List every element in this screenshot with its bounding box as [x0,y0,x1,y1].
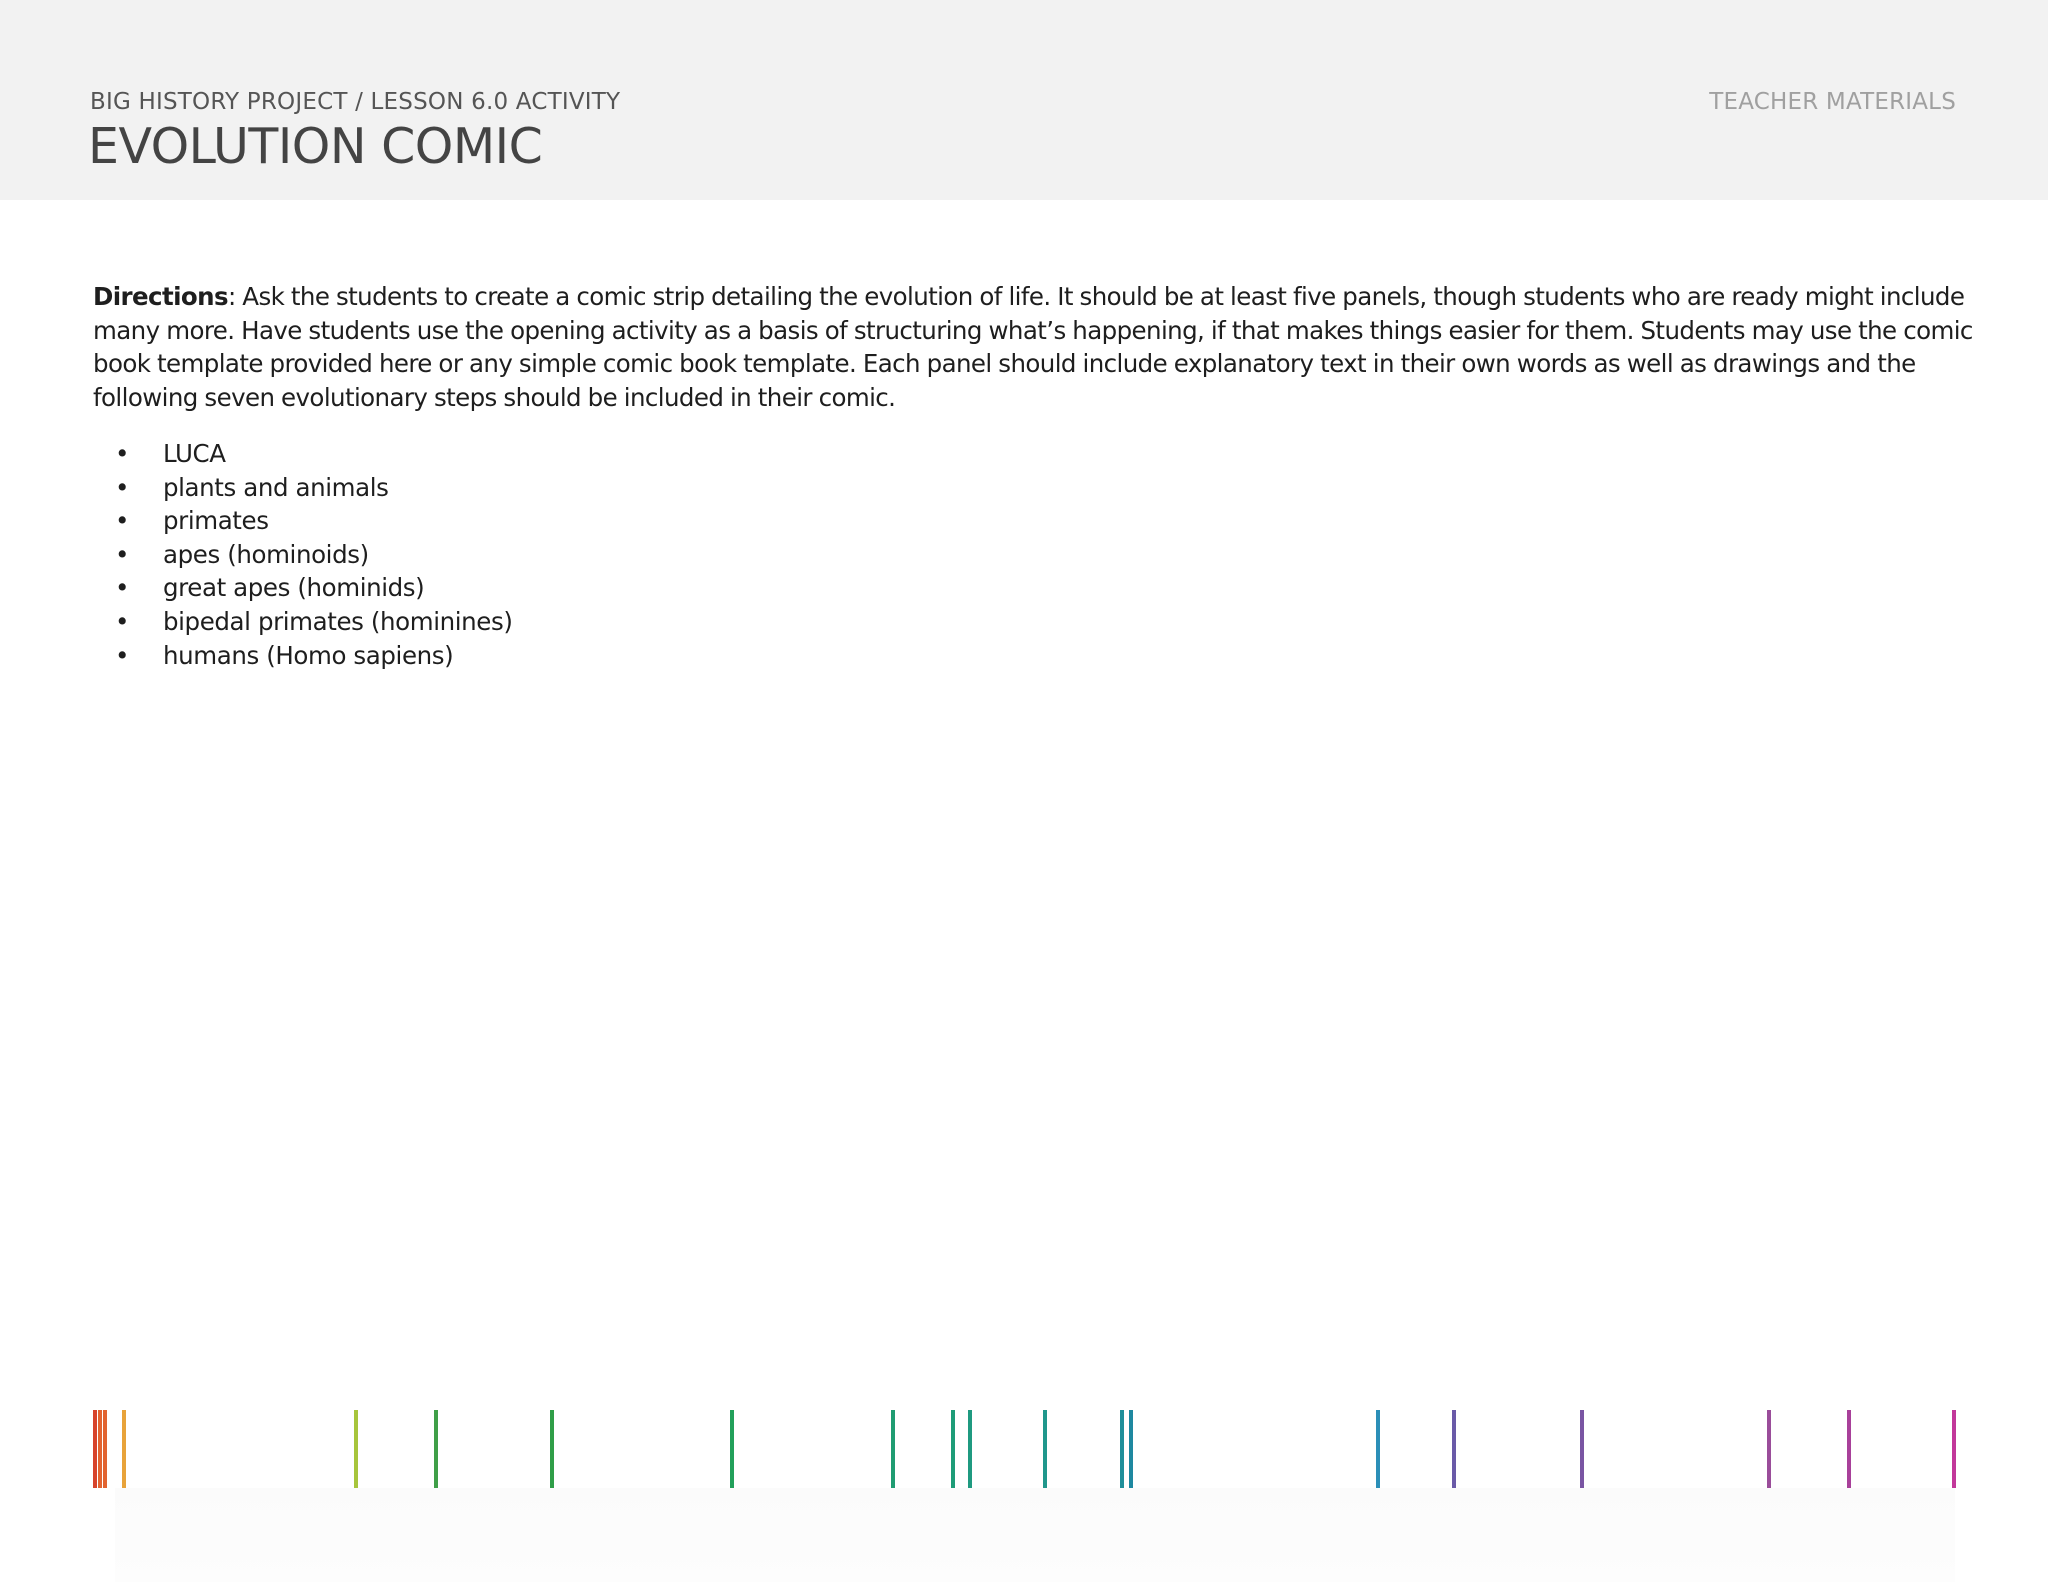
timeline-bar [1767,1410,1771,1488]
timeline-bar [1452,1410,1456,1488]
timeline-bar [98,1410,102,1488]
timeline-bar [968,1410,972,1488]
timeline-bar [122,1410,126,1488]
page-header [0,0,2048,200]
footer-shade [115,1488,1955,1582]
timeline-bar [354,1410,358,1488]
directions-paragraph [93,280,1993,414]
teacher-materials-label: TEACHER MATERIALS [1709,89,1956,115]
timeline-bar [951,1410,955,1488]
list-item: • LUCA [93,437,513,471]
timeline-decoration [0,1410,2048,1490]
timeline-bar [93,1410,97,1488]
timeline-bar [1120,1410,1124,1488]
project-lesson-label: BIG HISTORY PROJECT / LESSON 6.0 ACTIVITY [90,89,621,115]
timeline-bar [103,1410,107,1488]
directions-label: Directions [93,282,228,311]
timeline-bar [1952,1410,1956,1488]
timeline-bar [1043,1410,1047,1488]
list-item: • humans (Homo sapiens) [93,639,513,673]
timeline-bar [1376,1410,1380,1488]
timeline-bar [1847,1410,1851,1488]
list-item: • bipedal primates (hominines) [93,605,513,639]
list-item: • great apes (hominids) [93,571,513,605]
timeline-bar [1580,1410,1584,1488]
list-item: • plants and animals [93,471,513,505]
list-item: • primates [93,504,513,538]
timeline-bar [550,1410,554,1488]
page-title: EVOLUTION COMIC [88,118,543,175]
evolution-steps-list [93,437,513,672]
directions-text: : Ask the students to create a comic strip detailing the evolution of life. It should be at least five panels, though students who are ready might include many more. Have students use the opening activity as a basis of structuring what’s happening, if that makes things easier for them. Students may use the comic book template provided here or any simple comic book template. Each panel should include explanatory text in their own words as well as drawings and the following seven evolutionary steps should be included in their comic. [93,282,1973,412]
list-item: • apes (hominoids) [93,538,513,572]
timeline-bar [730,1410,734,1488]
timeline-bar [434,1410,438,1488]
timeline-bar [1129,1410,1133,1488]
timeline-bar [891,1410,895,1488]
